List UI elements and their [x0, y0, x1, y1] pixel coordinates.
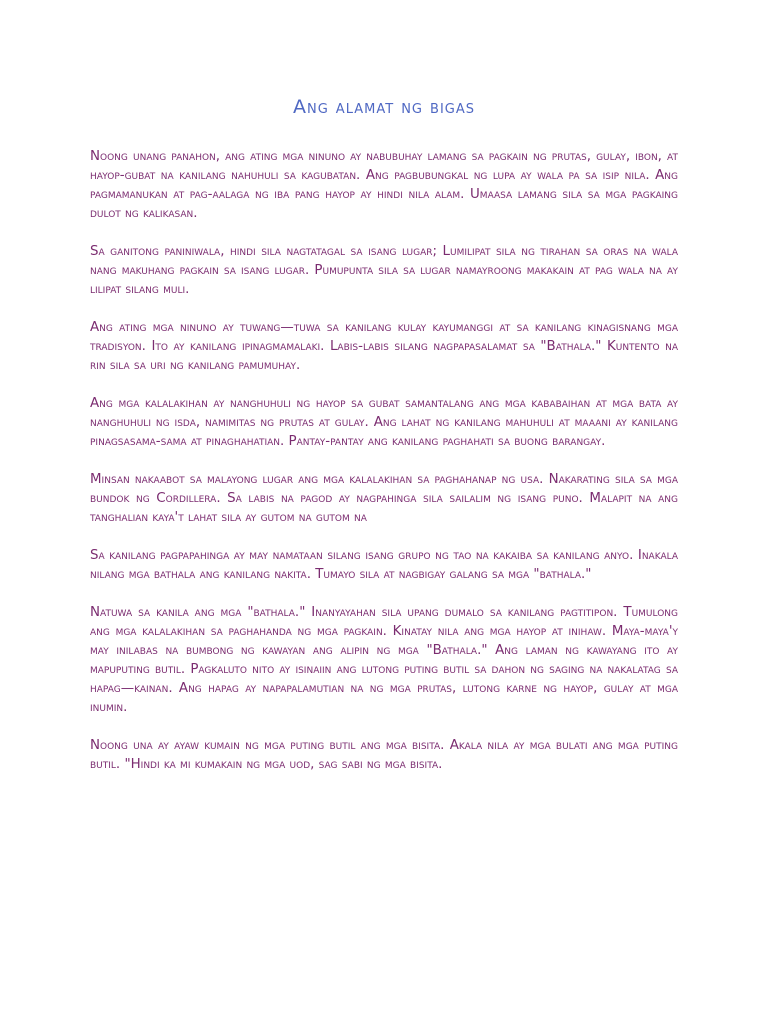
document-title: Ang alamat ng bigas [292, 96, 476, 118]
paragraph-6: Sa kanilang pagpapahinga ay may namataan silang isang grupo ng tao na kakaiba sa kanilang anyo. Inakala nilang mga bathala ang kanilang nakita. Tumayo sila at nagbigay galang sa mga "bathala." [90, 548, 678, 582]
paragraph-1: Noong unang panahon, ang ating mga ninuno ay nabubuhay lamang sa pagkain ng prutas, gulay, ibon, at hayop-gubat na kanilang nahuhuli sa kagubatan. Ang pagbubungkal ng lupa ay wala pa sa isip nila. Ang pagmamanukan at pag-aalaga ng iba pang hayop ay hindi nila alam. Umaasa lamang sila sa mga pagkaing dulot ng kalikasan. [90, 149, 678, 221]
paragraph-5: Minsan nakaabot sa malayong lugar ang mga kalalakihan sa paghahanap ng usa. Nakarating sila sa mga bundok ng Cordillera. Sa labis na pagod ay nagpahinga sila sailalim ng isang puno. Malapit na ang tanghalian kaya't lahat sila ay gutom na gutom na [90, 472, 678, 525]
paragraph-3: Ang ating mga ninuno ay tuwang—tuwa sa kanilang kulay kayumanggi at sa kanilang kinagisnang mga tradisyon. Ito ay kanilang ipinagmamalaki. Labis-labis silang nagpapasalamat sa "Bathala." Kuntento na rin sila sa uri ng kanilang pamumuhay. [90, 320, 678, 373]
paragraph-2: Sa ganitong paniniwala, hindi sila nagtatagal sa isang lugar; Lumilipat sila ng tirahan sa oras na wala nang makuhang pagkain sa isang lugar. Pumupunta sila sa lugar namayroong makakain at pag wala na ay lilipat silang muli. [90, 244, 678, 297]
paragraph-8: Noong una ay ayaw kumain ng mga puting butil ang mga bisita. Akala nila ay mga bulati ang mga puting butil. "Hindi ka mi kumakain ng mga uod, sag sabi ng mga bisita. [90, 738, 678, 772]
paragraph-7: Natuwa sa kanila ang mga "bathala." Inanyayahan sila upang dumalo sa kanilang pagtitipon. Tumulong ang mga kalalakihan sa paghahanda ng mga pagkain. Kinatay nila ang mga hayop at inihaw. Maya-maya'y may inilabas na bumbong ng kawayan ang alipin ng mga "Bathala." Ang laman ng kawayang ito ay mapuputing butil. Pagkaluto nito ay isinaiin ang lutong puting butil sa dahon ng saging na nakalatag sa hapag—kainan. Ang hapag ay napapalamutian na ng mga prutas, lutong karne ng hayop, gulay at mga inumin. [90, 605, 678, 715]
paragraph-4: Ang mga kalalakihan ay nanghuhuli ng hayop sa gubat samantalang ang mga kababaihan at mga bata ay nanghuhuli ng isda, namimitas ng prutas at gulay. Ang lahat ng kanilang mahuhuli at maaani ay kanilang pinagsasama-sama at pinaghahatian. Pantay-pantay ang kanilang paghahati sa buong barangay. [90, 396, 678, 449]
document-page [90, 92, 678, 793]
